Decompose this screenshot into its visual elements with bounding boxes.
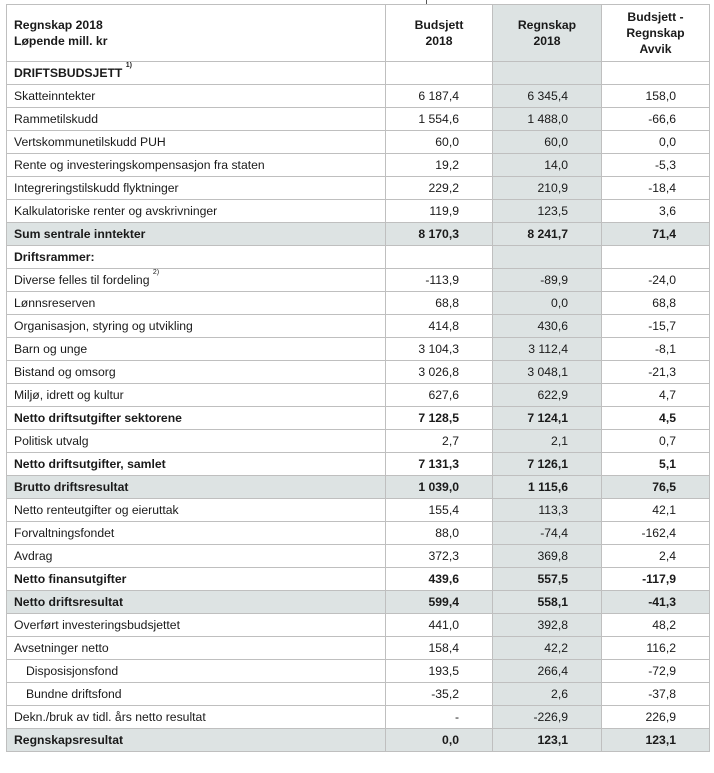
row-label-text: Rammetilskudd	[14, 112, 98, 126]
avvik-value	[602, 246, 710, 269]
header-budsjett-line1: Budsjett	[414, 18, 464, 32]
regnskap-value	[493, 246, 602, 269]
row-label-text: Overført investeringsbudsjettet	[14, 618, 180, 632]
budsjett-value: -113,9	[386, 269, 493, 292]
avvik-value: 48,2	[602, 614, 710, 637]
avvik-value: -18,4	[602, 177, 710, 200]
budsjett-value: 68,8	[386, 292, 493, 315]
row-label-text: Disposisjonsfond	[26, 664, 119, 678]
row-label	[7, 568, 386, 591]
row-label	[7, 522, 386, 545]
table-row	[7, 384, 710, 407]
row-label-text: Integreringstilskudd flyktninger	[14, 181, 179, 195]
table-row	[7, 131, 710, 154]
avvik-value: -66,6	[602, 108, 710, 131]
table-row	[7, 545, 710, 568]
avvik-value: -162,4	[602, 522, 710, 545]
table-row	[7, 154, 710, 177]
row-label-text: Lønnsreserven	[14, 296, 96, 310]
table-row	[7, 683, 710, 706]
row-label	[7, 384, 386, 407]
avvik-value: 3,6	[602, 200, 710, 223]
header-title-line2: Løpende mill. kr	[14, 34, 108, 48]
header-title	[7, 5, 386, 62]
budsjett-value: 441,0	[386, 614, 493, 637]
row-label	[7, 131, 386, 154]
avvik-value: 0,0	[602, 131, 710, 154]
regnskap-value: 1 488,0	[493, 108, 602, 131]
row-label-text: Netto renteutgifter og eieruttak	[14, 503, 179, 517]
row-label-text: Barn og unge	[14, 342, 88, 356]
regnskap-value: 123,1	[493, 729, 602, 752]
regnskap-value: 558,1	[493, 591, 602, 614]
table-row	[7, 568, 710, 591]
budsjett-value: 439,6	[386, 568, 493, 591]
table-row	[7, 729, 710, 752]
row-label-text: Forvaltningsfondet	[14, 526, 115, 540]
regnskap-value: 60,0	[493, 131, 602, 154]
row-label	[7, 453, 386, 476]
budsjett-value	[386, 62, 493, 85]
row-label	[7, 292, 386, 315]
regnskap-value: 557,5	[493, 568, 602, 591]
row-label	[7, 430, 386, 453]
budsjett-value: 3 104,3	[386, 338, 493, 361]
row-label-text: Organisasjon, styring og utvikling	[14, 319, 193, 333]
budsjett-value: 119,9	[386, 200, 493, 223]
table-row	[7, 706, 710, 729]
regnskap-value: 14,0	[493, 154, 602, 177]
budsjett-value: 6 187,4	[386, 85, 493, 108]
regnskap-value: 42,2	[493, 637, 602, 660]
budsjett-value: 627,6	[386, 384, 493, 407]
header-title-line1: Regnskap 2018	[14, 18, 103, 32]
budsjett-value: 0,0	[386, 729, 493, 752]
regnskap-value: 3 112,4	[493, 338, 602, 361]
budsjett-value: 2,7	[386, 430, 493, 453]
row-label-text: Kalkulatoriske renter og avskrivninger	[14, 204, 218, 218]
row-label-text: Netto driftsresultat	[14, 595, 124, 609]
avvik-value: 5,1	[602, 453, 710, 476]
row-label	[7, 545, 386, 568]
budsjett-value: 599,4	[386, 591, 493, 614]
regnskap-value: 430,6	[493, 315, 602, 338]
row-label-text: Brutto driftsresultat	[14, 480, 129, 494]
row-label	[7, 223, 386, 246]
budsjett-value: 229,2	[386, 177, 493, 200]
avvik-value: -5,3	[602, 154, 710, 177]
footnote-marker: 1)	[125, 62, 132, 69]
budsjett-value: 88,0	[386, 522, 493, 545]
row-label-text: Netto driftsutgifter, samlet	[14, 457, 166, 471]
avvik-value: 76,5	[602, 476, 710, 499]
table-row	[7, 292, 710, 315]
avvik-value: 123,1	[602, 729, 710, 752]
table-row	[7, 614, 710, 637]
header-avvik-line1: Budsjett -	[627, 10, 684, 24]
row-label-text: Avdrag	[14, 549, 53, 563]
row-label	[7, 637, 386, 660]
row-label-text: Netto driftsutgifter sektorene	[14, 411, 182, 425]
row-label	[7, 85, 386, 108]
row-label-text: Sum sentrale inntekter	[14, 227, 146, 241]
regnskap-value: 7 126,1	[493, 453, 602, 476]
table-row	[7, 246, 710, 269]
regnskap-value: 2,6	[493, 683, 602, 706]
header-budsjett	[386, 5, 493, 62]
budsjett-value: 3 026,8	[386, 361, 493, 384]
budsjett-value: 8 170,3	[386, 223, 493, 246]
table-row	[7, 315, 710, 338]
row-label-text: Bundne driftsfond	[26, 687, 122, 701]
avvik-value: -37,8	[602, 683, 710, 706]
regnskap-value: 2,1	[493, 430, 602, 453]
row-label	[7, 200, 386, 223]
row-label-text: Politisk utvalg	[14, 434, 89, 448]
table-row	[7, 591, 710, 614]
budsjett-value: 7 128,5	[386, 407, 493, 430]
row-label	[7, 108, 386, 131]
regnskap-value: 1 115,6	[493, 476, 602, 499]
avvik-value: -8,1	[602, 338, 710, 361]
table-row	[7, 430, 710, 453]
table-row	[7, 85, 710, 108]
row-label	[7, 338, 386, 361]
row-label	[7, 407, 386, 430]
regnskap-value: 369,8	[493, 545, 602, 568]
regnskap-value: 113,3	[493, 499, 602, 522]
avvik-value: -117,9	[602, 568, 710, 591]
header-budsjett-line2: 2018	[425, 34, 453, 48]
budsjett-value: 7 131,3	[386, 453, 493, 476]
budget-table	[6, 4, 710, 752]
row-label	[7, 269, 386, 292]
row-label-text: Avsetninger netto	[14, 641, 109, 655]
row-label	[7, 361, 386, 384]
table-row	[7, 637, 710, 660]
budsjett-value: 372,3	[386, 545, 493, 568]
regnskap-value: -226,9	[493, 706, 602, 729]
budsjett-value: -	[386, 706, 493, 729]
avvik-value: -21,3	[602, 361, 710, 384]
regnskap-value: 0,0	[493, 292, 602, 315]
avvik-value: -15,7	[602, 315, 710, 338]
table-row	[7, 62, 710, 85]
avvik-value: 116,2	[602, 637, 710, 660]
row-label-text: Diverse felles til fordeling	[14, 273, 150, 287]
budsjett-value: -35,2	[386, 683, 493, 706]
avvik-value: 226,9	[602, 706, 710, 729]
budsjett-value: 1 039,0	[386, 476, 493, 499]
avvik-value: -24,0	[602, 269, 710, 292]
row-label	[7, 614, 386, 637]
row-label	[7, 246, 386, 269]
avvik-value: 4,5	[602, 407, 710, 430]
row-label	[7, 315, 386, 338]
table-row	[7, 361, 710, 384]
header-regnskap	[493, 5, 602, 62]
budsjett-value: 19,2	[386, 154, 493, 177]
budsjett-value: 60,0	[386, 131, 493, 154]
table-row	[7, 108, 710, 131]
header-avvik-line2: Regnskap	[626, 26, 685, 40]
row-label	[7, 706, 386, 729]
table-row	[7, 499, 710, 522]
table-row	[7, 269, 710, 292]
table-row	[7, 453, 710, 476]
regnskap-value	[493, 62, 602, 85]
avvik-value: 158,0	[602, 85, 710, 108]
table-row	[7, 177, 710, 200]
avvik-value: 2,4	[602, 545, 710, 568]
budsjett-value: 155,4	[386, 499, 493, 522]
table-row	[7, 476, 710, 499]
budsjett-value: 1 554,6	[386, 108, 493, 131]
row-label-text: Netto finansutgifter	[14, 572, 127, 586]
regnskap-value: 8 241,7	[493, 223, 602, 246]
row-label	[7, 591, 386, 614]
avvik-value: -41,3	[602, 591, 710, 614]
avvik-value: 4,7	[602, 384, 710, 407]
regnskap-value: 6 345,4	[493, 85, 602, 108]
header-regnskap-line2: 2018	[533, 34, 561, 48]
row-label	[7, 683, 386, 706]
regnskap-value: 123,5	[493, 200, 602, 223]
avvik-value	[602, 62, 710, 85]
footnote-marker: 2)	[152, 269, 160, 276]
budsjett-value: 193,5	[386, 660, 493, 683]
row-label	[7, 499, 386, 522]
table-row	[7, 338, 710, 361]
avvik-value: 0,7	[602, 430, 710, 453]
budsjett-value: 158,4	[386, 637, 493, 660]
header-regnskap-line1: Regnskap	[517, 18, 577, 32]
regnskap-value: -89,9	[493, 269, 602, 292]
regnskap-value: 392,8	[493, 614, 602, 637]
row-label-text: Driftsrammer:	[14, 250, 95, 264]
avvik-value: 42,1	[602, 499, 710, 522]
row-label-text: Dekn./bruk av tidl. års netto resultat	[14, 710, 206, 724]
avvik-value: 71,4	[602, 223, 710, 246]
row-label-text: Rente og investeringskompensasjon fra staten	[14, 158, 265, 172]
row-label-text: Regnskapsresultat	[14, 733, 124, 747]
avvik-value: -72,9	[602, 660, 710, 683]
budsjett-value: 414,8	[386, 315, 493, 338]
regnskap-value: -74,4	[493, 522, 602, 545]
header-avvik-line3: Avvik	[639, 42, 672, 56]
budsjett-value	[386, 246, 493, 269]
regnskap-value: 266,4	[493, 660, 602, 683]
header-avvik	[602, 5, 710, 62]
table-row	[7, 223, 710, 246]
row-label	[7, 729, 386, 752]
row-label-text: Bistand og omsorg	[14, 365, 116, 379]
row-label-text: Vertskommunetilskudd PUH	[14, 135, 166, 149]
row-label	[7, 62, 386, 85]
table-row	[7, 407, 710, 430]
row-label-text: Skatteinntekter	[14, 89, 96, 103]
table-row	[7, 522, 710, 545]
header-row	[7, 5, 710, 62]
regnskap-value: 622,9	[493, 384, 602, 407]
row-label-text: DRIFTSBUDSJETT	[14, 66, 123, 80]
regnskap-value: 3 048,1	[493, 361, 602, 384]
row-label	[7, 476, 386, 499]
regnskap-value: 7 124,1	[493, 407, 602, 430]
row-label-text: Miljø, idrett og kultur	[14, 388, 124, 402]
table-row	[7, 200, 710, 223]
regnskap-value: 210,9	[493, 177, 602, 200]
row-label	[7, 177, 386, 200]
row-label	[7, 660, 386, 683]
table-row	[7, 660, 710, 683]
row-label	[7, 154, 386, 177]
avvik-value: 68,8	[602, 292, 710, 315]
